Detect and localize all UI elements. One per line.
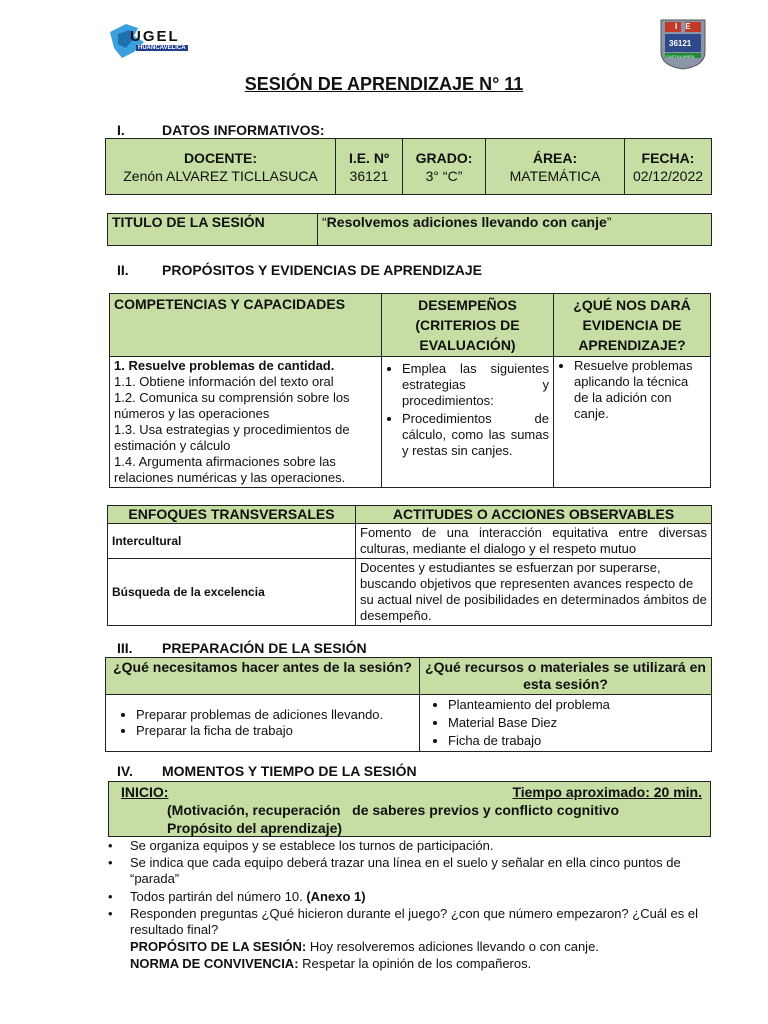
inicio-label: INICIO: <box>121 784 169 800</box>
tiempo-label: Tiempo aproximado: 20 min. <box>512 784 702 800</box>
antes-item: • Preparar problemas de adiciones llevando. <box>136 707 415 723</box>
propositos-table <box>109 293 711 488</box>
desempenos-cell <box>382 357 554 488</box>
preparacion-table <box>105 657 712 752</box>
ugel-logo <box>104 18 196 62</box>
ie-cell: I.E. Nº 36121 <box>336 139 403 195</box>
enfoques-table <box>107 505 712 626</box>
desempeno-item: • Emplea las siguientes estrategias y procedimientos: <box>402 361 549 409</box>
ugel-logo-text: UGEL <box>130 28 180 45</box>
inicio-box <box>108 781 711 837</box>
motivacion-label: (Motivación, recuperación de saberes previos y conflicto cognitivo <box>167 802 620 818</box>
desempenos-header: DESEMPEÑOS (CRITERIOS DE EVALUACIÓN) <box>382 294 554 357</box>
recursos-header: ¿Qué recursos o materiales se utilizará en esta sesión? <box>420 658 712 695</box>
school-logo-ie: IE <box>675 22 699 31</box>
enfoque-intercultural-text: Fomento de una interacción equitativa entre diversas culturas, mediante el dialogo y el respeto mutuo <box>356 524 712 559</box>
desempeno-item: • Procedimientos de cálculo, como las sumas y restas sin canjes. <box>402 411 549 459</box>
datos-informativos-table <box>105 138 712 195</box>
enfoque-excelencia: Búsqueda de la excelencia <box>108 559 356 626</box>
antes-cell <box>106 695 420 752</box>
evidencia-header: ¿QUÉ NOS DARÁ EVIDENCIA DE APRENDIZAJE? <box>554 294 711 357</box>
titulo-sesion-table <box>107 213 712 246</box>
enfoque-excelencia-text: Docentes y estudiantes se esfuerzan por superarse, buscando objetivos que representen avances respecto de su actual nivel de posibilidades en determinados ámbitos de desempeño. <box>356 559 712 626</box>
titulo-value: “Resolvemos adiciones llevando con canje” <box>318 214 712 246</box>
docente-cell: DOCENTE: Zenón ALVAREZ TICLLASUCA <box>106 139 336 195</box>
competencias-header: COMPETENCIAS Y CAPACIDADES <box>110 294 382 357</box>
antes-item: • Preparar la ficha de trabajo <box>136 723 415 739</box>
actitudes-header: ACTITUDES O ACCIONES OBSERVABLES <box>356 506 712 524</box>
recurso-item: • Planteamiento del problema <box>448 696 707 714</box>
grado-cell: GRADO: 3° “C” <box>403 139 486 195</box>
proposito-aprendizaje-label: Propósito del aprendizaje) <box>167 820 343 836</box>
ugel-logo-sub: HUANCAVELICA <box>138 45 186 51</box>
titulo-label: TITULO DE LA SESIÓN <box>108 214 318 246</box>
page-title: SESIÓN DE APRENDIZAJE N° 11 <box>244 74 524 94</box>
antes-header: ¿Qué necesitamos hacer antes de la sesión? <box>106 658 420 695</box>
school-logo <box>659 18 707 70</box>
area-cell: ÁREA: MATEMÁTICA <box>486 139 625 195</box>
evidencia-item: • Resuelve problemas aplicando la técnica de la adición con canje. <box>574 358 706 422</box>
recurso-item: • Ficha de trabajo <box>448 732 707 750</box>
enfoque-intercultural: Intercultural <box>108 524 356 559</box>
recurso-item: • Material Base Diez <box>448 714 707 732</box>
enfoques-header: ENFOQUES TRANSVERSALES <box>108 506 356 524</box>
proposito-sesion: PROPÓSITO DE LA SESIÓN: Hoy resolveremos adiciones llevando o con canje. <box>130 939 599 954</box>
evidencia-cell <box>554 357 711 488</box>
school-logo-place: CASTILLAPATA <box>666 54 695 59</box>
fecha-cell: FECHA: 02/12/2022 <box>625 139 712 195</box>
competencias-cell: 1. Resuelve problemas de cantidad. 1.1. Obtiene información del texto oral 1.2. Comunica su comprensión sobre los números y las operaciones 1.3. Usa estrategias y procedimientos de estimación y cálculo 1.4. Argumenta afirmaciones sobre las relaciones numéricas y las operaciones. <box>110 357 382 488</box>
recursos-cell <box>420 695 712 752</box>
norma-convivencia: NORMA DE CONVIVENCIA: Respetar la opinión de los compañeros. <box>130 956 532 971</box>
school-logo-num: 36121 <box>669 39 692 48</box>
